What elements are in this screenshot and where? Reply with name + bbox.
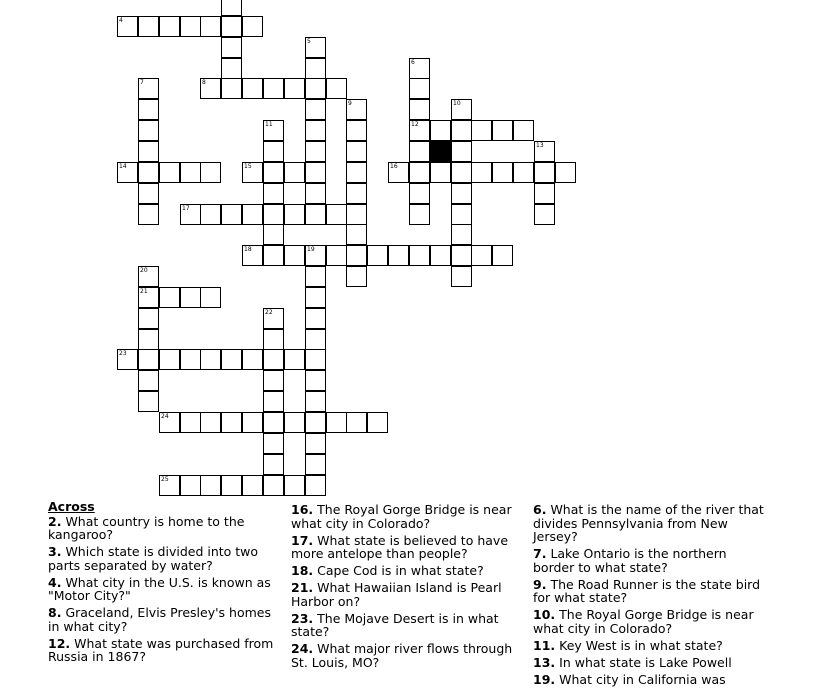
clue-text: Cape Cod is in what state? xyxy=(317,563,484,578)
crossword-cell[interactable] xyxy=(346,266,367,287)
crossword-cell[interactable] xyxy=(346,183,367,204)
crossword-cell[interactable] xyxy=(409,120,430,141)
crossword-cell[interactable] xyxy=(117,162,138,183)
crossword-cell[interactable] xyxy=(388,245,409,266)
clue-number: 24. xyxy=(291,641,314,656)
clue-number: 6. xyxy=(533,502,547,517)
clue-number-label: 15 xyxy=(244,163,252,170)
crossword-cell[interactable] xyxy=(305,370,326,391)
crossword-cell[interactable] xyxy=(242,349,263,370)
crossword-cell[interactable] xyxy=(367,245,388,266)
clue-number-label: 7 xyxy=(140,79,144,86)
crossword-cell[interactable] xyxy=(534,204,555,225)
clue-down-10[interactable] xyxy=(533,608,765,635)
clue-number-label: 12 xyxy=(411,121,419,128)
crossword-cell[interactable] xyxy=(305,266,326,287)
crossword-cell[interactable] xyxy=(555,162,576,183)
clue-down-13[interactable] xyxy=(533,656,765,670)
crossword-cell[interactable] xyxy=(451,99,472,120)
crossword-cell[interactable] xyxy=(159,349,180,370)
crossword-cell[interactable] xyxy=(346,204,367,225)
clue-down-7[interactable] xyxy=(533,547,765,574)
crossword-cell[interactable] xyxy=(305,204,326,225)
clue-number: 19. xyxy=(533,671,556,687)
clue-number: 7. xyxy=(533,546,547,561)
clue-number: 13. xyxy=(533,654,556,670)
clue-number: 3. xyxy=(48,544,62,559)
crossword-cell[interactable] xyxy=(305,120,326,141)
crossword-cell[interactable] xyxy=(305,183,326,204)
clue-across-21[interactable] xyxy=(291,581,523,608)
clue-number: 16. xyxy=(291,502,314,517)
crossword-cell[interactable] xyxy=(138,183,159,204)
crossword-cell[interactable] xyxy=(534,162,555,183)
clue-across-16[interactable] xyxy=(291,503,523,530)
crossword-cell[interactable] xyxy=(305,287,326,308)
clue-column-2 xyxy=(291,503,523,673)
crossword-cell[interactable] xyxy=(409,78,430,99)
clue-text: What city in the U.S. is known as "Motor City?" xyxy=(48,574,271,603)
crossword-cell[interactable] xyxy=(242,245,263,266)
crossword-cell[interactable] xyxy=(263,120,284,141)
crossword-cell[interactable] xyxy=(242,412,263,433)
crossword-cell[interactable] xyxy=(263,162,284,183)
crossword-cell[interactable] xyxy=(138,370,159,391)
clue-text: Graceland, Elvis Presley's homes in what city? xyxy=(48,605,271,634)
clue-text: Key West is in what state? xyxy=(559,637,723,653)
clue-number: 10. xyxy=(533,607,556,622)
clue-number: 2. xyxy=(48,513,62,529)
crossword-cell[interactable] xyxy=(326,412,347,433)
crossword-cell[interactable] xyxy=(263,141,284,162)
crossword-cell[interactable] xyxy=(263,412,284,433)
clue-number-label: 13 xyxy=(536,142,544,149)
crossword-cell[interactable] xyxy=(221,0,242,16)
clue-column-3 xyxy=(533,503,765,690)
crossword-cell[interactable] xyxy=(305,454,326,475)
crossword-cell[interactable] xyxy=(284,412,305,433)
crossword-cell[interactable] xyxy=(200,475,221,496)
clue-down-6[interactable] xyxy=(533,503,765,544)
crossword-cell[interactable] xyxy=(305,58,326,79)
crossword-cell[interactable] xyxy=(451,183,472,204)
crossword-cell[interactable] xyxy=(430,245,451,266)
crossword-cell[interactable] xyxy=(138,287,159,308)
crossword-cell[interactable] xyxy=(117,16,138,37)
crossword-cell[interactable] xyxy=(221,78,242,99)
crossword-cell[interactable] xyxy=(305,308,326,329)
crossword-cell[interactable] xyxy=(492,120,513,141)
crossword-cell[interactable] xyxy=(346,99,367,120)
crossword-cell[interactable] xyxy=(263,433,284,454)
crossword-cell[interactable] xyxy=(388,162,409,183)
clue-across-23[interactable] xyxy=(291,612,523,639)
crossword-cell[interactable] xyxy=(451,162,472,183)
crossword-cell[interactable] xyxy=(326,204,347,225)
crossword-cell[interactable] xyxy=(534,183,555,204)
crossword-cell[interactable] xyxy=(513,120,534,141)
crossword-cell[interactable] xyxy=(471,245,492,266)
crossword-cell[interactable] xyxy=(409,245,430,266)
crossword-cell[interactable] xyxy=(180,16,201,37)
crossword-cell[interactable] xyxy=(305,433,326,454)
clue-across-17[interactable] xyxy=(291,534,523,561)
clue-text: The Royal Gorge Bridge is near what city in Colorado? xyxy=(533,607,754,636)
crossword-cell[interactable] xyxy=(242,16,263,37)
clue-text: Which state is divided into two parts separated by water? xyxy=(48,544,259,573)
crossword-cell[interactable] xyxy=(430,120,451,141)
crossword-cell[interactable] xyxy=(451,224,472,245)
crossword-cell[interactable] xyxy=(284,349,305,370)
clue-number: 12. xyxy=(48,635,71,651)
crossword-cell[interactable] xyxy=(200,162,221,183)
crossword-cell[interactable] xyxy=(263,224,284,245)
crossword-cell[interactable] xyxy=(346,412,367,433)
crossword-cell[interactable] xyxy=(263,391,284,412)
clue-across-8[interactable] xyxy=(48,606,280,633)
clue-number-label: 20 xyxy=(140,267,148,274)
crossword-cell[interactable] xyxy=(326,78,347,99)
clue-text: What country is home to the kangaroo? xyxy=(48,513,245,542)
clue-number-label: 21 xyxy=(140,288,148,295)
crossword-cell[interactable] xyxy=(200,349,221,370)
clue-across-24[interactable] xyxy=(291,642,523,669)
crossword-cell[interactable] xyxy=(221,349,242,370)
clue-number-label: 22 xyxy=(265,309,273,316)
clue-text: What city in California was xyxy=(559,671,726,687)
crossword-cell[interactable] xyxy=(180,287,201,308)
crossword-cell[interactable] xyxy=(305,349,326,370)
crossword-cell[interactable] xyxy=(221,475,242,496)
crossword-cell[interactable] xyxy=(138,308,159,329)
clue-number-label: 5 xyxy=(307,38,311,45)
crossword-cell[interactable] xyxy=(492,162,513,183)
crossword-cell[interactable] xyxy=(138,204,159,225)
clue-number-label: 4 xyxy=(119,17,123,24)
crossword-cell[interactable] xyxy=(159,287,180,308)
crossword-cell[interactable] xyxy=(138,162,159,183)
clue-number: 8. xyxy=(48,605,62,620)
clue-across-2[interactable] xyxy=(48,515,280,542)
clue-down-19[interactable] xyxy=(533,673,765,687)
crossword-cell[interactable] xyxy=(409,141,430,162)
clue-across-12[interactable] xyxy=(48,637,280,664)
crossword-cell[interactable] xyxy=(159,16,180,37)
crossword-cell[interactable] xyxy=(221,58,242,79)
clue-number-label: 23 xyxy=(119,350,127,357)
crossword-cell[interactable] xyxy=(409,183,430,204)
clue-text: The Road Runner is the state bird for what state? xyxy=(533,576,761,605)
crossword-cell[interactable] xyxy=(305,475,326,496)
crossword-cell[interactable] xyxy=(138,141,159,162)
clue-number-label: 11 xyxy=(265,121,273,128)
crossword-cell[interactable] xyxy=(284,204,305,225)
crossword-cell[interactable] xyxy=(221,16,242,37)
crossword-cell[interactable] xyxy=(200,78,221,99)
crossword-cell[interactable] xyxy=(242,475,263,496)
crossword-cell[interactable] xyxy=(284,162,305,183)
crossword-cell[interactable] xyxy=(326,245,347,266)
clue-number-label: 25 xyxy=(161,476,169,483)
crossword-cell[interactable] xyxy=(346,120,367,141)
crossword-cell[interactable] xyxy=(409,99,430,120)
clue-number-label: 18 xyxy=(244,246,252,253)
crossword-cell[interactable] xyxy=(200,412,221,433)
clue-column-1 xyxy=(48,500,280,667)
crossword-cell[interactable] xyxy=(305,99,326,120)
crossword-cell[interactable] xyxy=(513,162,534,183)
crossword-cell[interactable] xyxy=(221,37,242,58)
crossword-cell[interactable] xyxy=(138,329,159,350)
crossword-cell[interactable] xyxy=(138,16,159,37)
clue-down-11[interactable] xyxy=(533,639,765,653)
clue-across-18[interactable] xyxy=(291,564,523,578)
clue-number-label: 6 xyxy=(411,59,415,66)
clue-number-label: 9 xyxy=(348,100,352,107)
crossword-cell[interactable] xyxy=(346,162,367,183)
crossword-cell[interactable] xyxy=(263,475,284,496)
clue-number-label: 24 xyxy=(161,413,169,420)
crossword-cell[interactable] xyxy=(200,204,221,225)
crossword-cell[interactable] xyxy=(221,412,242,433)
crossword-cell[interactable] xyxy=(346,141,367,162)
crossword-cell[interactable] xyxy=(180,412,201,433)
crossword-cell[interactable] xyxy=(242,78,263,99)
clue-number: 18. xyxy=(291,563,314,578)
crossword-cell[interactable] xyxy=(451,266,472,287)
clue-text: What major river flows through St. Louis, MO? xyxy=(291,641,513,670)
crossword-cell[interactable] xyxy=(305,37,326,58)
crossword-cell[interactable] xyxy=(305,391,326,412)
clue-number-label: 8 xyxy=(202,79,206,86)
clue-text: Lake Ontario is the northern border to what state? xyxy=(533,546,727,575)
crossword-cell[interactable] xyxy=(263,454,284,475)
clue-text: What state is believed to have more antelope than people? xyxy=(291,532,509,561)
clue-across-4[interactable] xyxy=(48,576,280,603)
clue-text: What state was purchased from Russia in 1867? xyxy=(48,635,274,664)
crossword-cell[interactable] xyxy=(471,120,492,141)
clue-number-label: 10 xyxy=(453,100,461,107)
clue-number: 21. xyxy=(291,580,314,595)
clue-across-3[interactable] xyxy=(48,545,280,572)
crossword-cell[interactable] xyxy=(263,183,284,204)
crossword-cell[interactable] xyxy=(305,141,326,162)
crossword-cell[interactable] xyxy=(159,162,180,183)
crossword-cell[interactable] xyxy=(346,224,367,245)
crossword-cell[interactable] xyxy=(263,349,284,370)
clue-text: What is the name of the river that divides Pennsylvania from New Jersey? xyxy=(533,502,764,544)
crossword-cell[interactable] xyxy=(451,204,472,225)
crossword-cell[interactable] xyxy=(180,349,201,370)
crossword-cell[interactable] xyxy=(305,329,326,350)
clue-number: 9. xyxy=(533,576,547,592)
clue-text: The Royal Gorge Bridge is near what city in Colorado? xyxy=(291,502,512,531)
clue-text: In what state is Lake Powell xyxy=(559,654,732,670)
clue-number: 4. xyxy=(48,574,62,590)
crossword-cell[interactable] xyxy=(284,245,305,266)
crossword-cell[interactable] xyxy=(305,162,326,183)
clue-number: 17. xyxy=(291,532,314,548)
crossword-cell[interactable] xyxy=(451,120,472,141)
crossword-cell[interactable] xyxy=(180,475,201,496)
crossword-cell[interactable] xyxy=(180,162,201,183)
crossword-cell[interactable] xyxy=(284,475,305,496)
crossword-cell[interactable] xyxy=(305,245,326,266)
crossword-cell[interactable] xyxy=(492,245,513,266)
crossword-cell[interactable] xyxy=(138,78,159,99)
crossword-cell[interactable] xyxy=(409,204,430,225)
crossword-cell[interactable] xyxy=(200,16,221,37)
clue-number-label: 14 xyxy=(119,163,127,170)
crossword-cell[interactable] xyxy=(305,412,326,433)
crossword-cell[interactable] xyxy=(305,78,326,99)
clue-number: 23. xyxy=(291,610,314,626)
crossword-cell[interactable] xyxy=(534,141,555,162)
crossword-cell[interactable] xyxy=(451,245,472,266)
crossword-cell[interactable] xyxy=(138,349,159,370)
crossword-cell[interactable] xyxy=(263,78,284,99)
crossword-cell[interactable] xyxy=(138,99,159,120)
crossword-cell[interactable] xyxy=(138,266,159,287)
crossword-cell[interactable] xyxy=(409,162,430,183)
crossword-cell[interactable] xyxy=(159,475,180,496)
clue-down-9[interactable] xyxy=(533,578,765,605)
crossword-cell[interactable] xyxy=(430,162,451,183)
crossword-cell[interactable] xyxy=(263,245,284,266)
crossword-cell[interactable] xyxy=(263,308,284,329)
crossword-cell[interactable] xyxy=(471,162,492,183)
crossword-cell[interactable] xyxy=(284,78,305,99)
clue-number-label: 19 xyxy=(307,246,315,253)
clue-number-label: 16 xyxy=(390,163,398,170)
crossword-cell[interactable] xyxy=(263,329,284,350)
crossword-cell[interactable] xyxy=(242,162,263,183)
crossword-cell[interactable] xyxy=(180,204,201,225)
crossword-cell[interactable] xyxy=(263,370,284,391)
clue-number: 11. xyxy=(533,637,556,653)
crossword-cell[interactable] xyxy=(409,58,430,79)
crossword-cell[interactable] xyxy=(200,287,221,308)
crossword-cell[interactable] xyxy=(242,204,263,225)
crossword-cell[interactable] xyxy=(346,245,367,266)
clue-text: What Hawaiian Island is Pearl Harbor on? xyxy=(291,580,502,609)
crossword-cell[interactable] xyxy=(451,141,472,162)
crossword-cell[interactable] xyxy=(159,412,180,433)
crossword-cell[interactable] xyxy=(263,204,284,225)
across-heading: Across xyxy=(48,499,95,514)
crossword-cell[interactable] xyxy=(138,391,159,412)
clue-text: The Mojave Desert is in what state? xyxy=(291,610,499,639)
crossword-cell[interactable] xyxy=(221,204,242,225)
crossword-cell[interactable] xyxy=(367,412,388,433)
crossword-cell[interactable] xyxy=(138,120,159,141)
clue-number-label: 17 xyxy=(182,205,190,212)
black-square xyxy=(430,141,451,162)
crossword-cell[interactable] xyxy=(117,349,138,370)
